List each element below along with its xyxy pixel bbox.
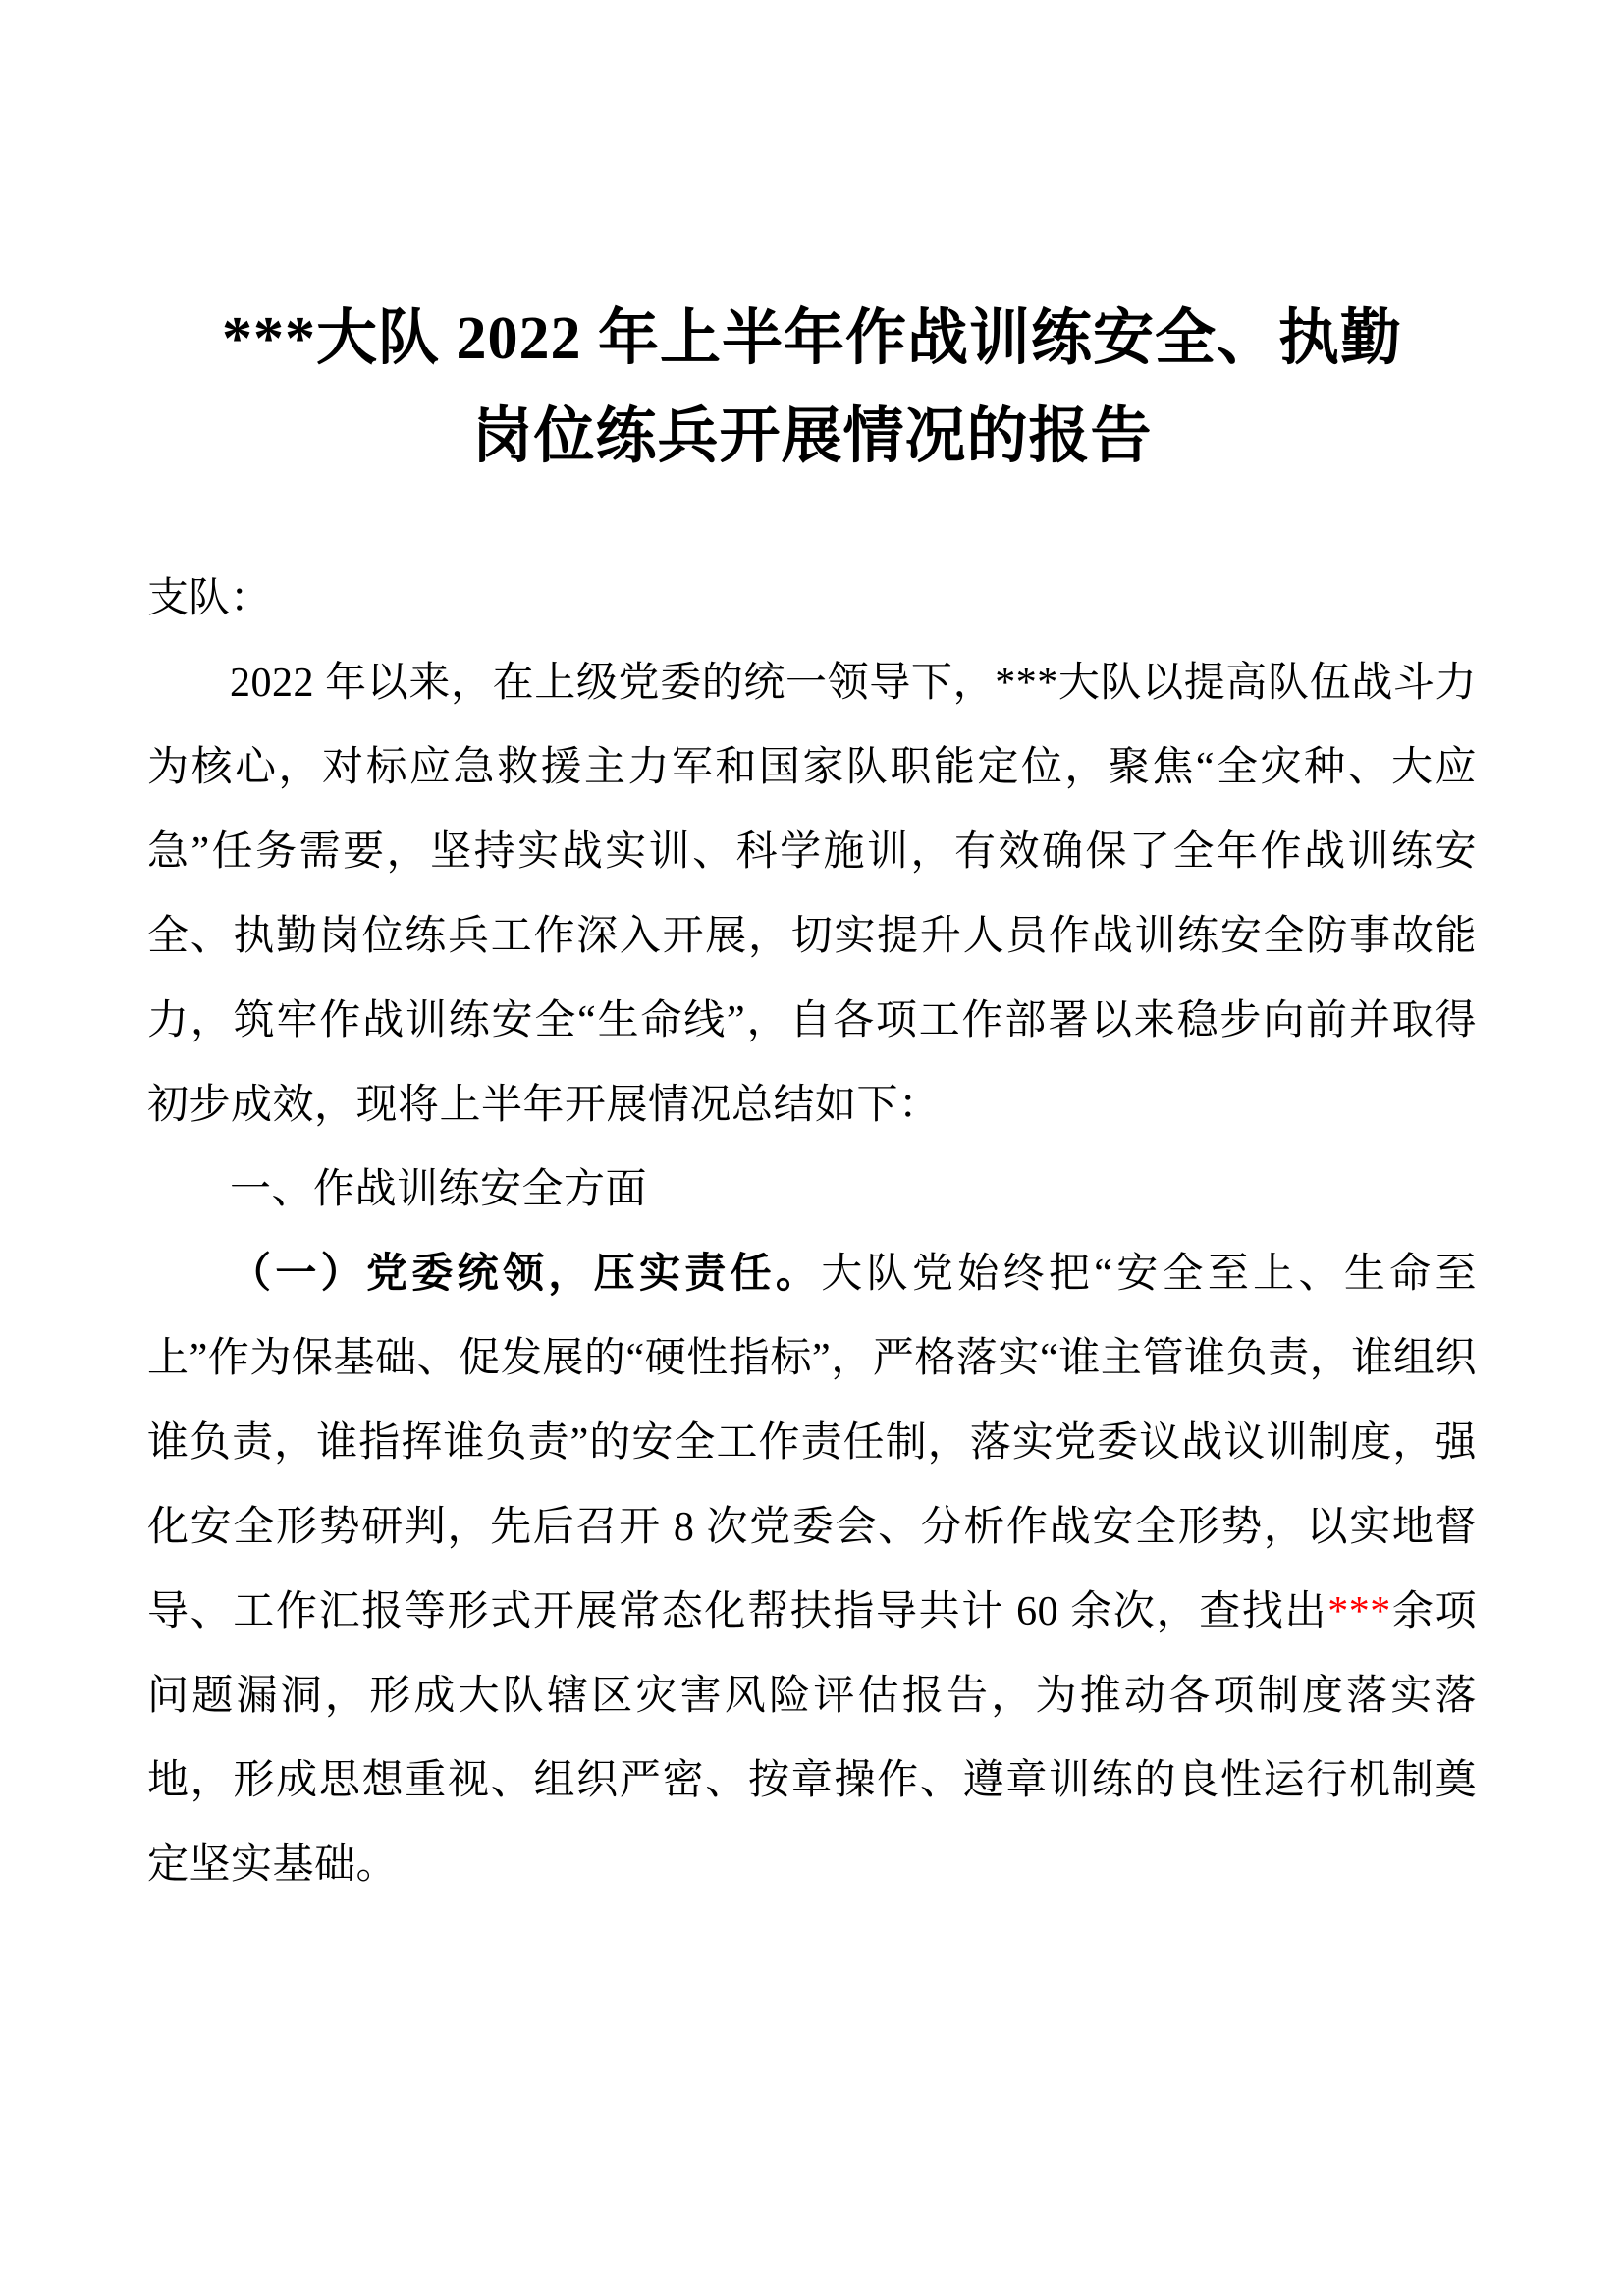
document-title-line-1: ***大队 2022 年上半年作战训练安全、执勤 <box>221 305 1402 372</box>
subsection-text-after-redaction: 余项问题漏洞，形成大队辖区灾害风险评估报告，为推动各项制度落实落地，形成思想重视、组织严密、按章操作、遵章训练的良性运行机制奠定坚实基础。 <box>147 1589 1477 1888</box>
salutation: 支队： <box>147 576 272 621</box>
subsection-text-before-redaction: 大队党始终把“安全至上、生命至上”作为保基础、促发展的“硬性指标”，严格落实“谁主管谁负责，谁组织谁负责，谁指挥谁负责”的安全工作责任制，落实党委议战议训制度，强化安全形势研判，先后召开 8 次党委会、分析作战安全形势，以实地督导、工作汇报等形式开展常态化帮扶指导共计 60 余次，查找出 <box>147 1252 1477 1634</box>
subsection-lead-bold: （一）党委统领，压实责任。 <box>230 1252 822 1297</box>
section-heading: 一、作战训练安全方面 <box>230 1167 648 1212</box>
intro-paragraph: 2022 年以来，在上级党委的统一领导下，***大队以提高队伍战斗力为核心，对标应急救援主力军和国家队职能定位，聚焦“全灾种、大应急”任务需要，坚持实战实训、科学施训，有效确保了全年作战训练安全、执勤岗位练兵工作深入开展，切实提升人员作战训练安全防事故能力，筑牢作战训练安全“生命线”，自各项工作部署以来稳步向前并取得初步成效，现将上半年开展情况总结如下： <box>147 661 1477 1128</box>
document-title <box>147 290 1477 486</box>
document-title-line-2: 岗位练兵开展情况的报告 <box>471 403 1153 470</box>
redacted-asterisks: *** <box>1327 1589 1391 1634</box>
subsection-paragraph <box>147 1232 1477 1907</box>
